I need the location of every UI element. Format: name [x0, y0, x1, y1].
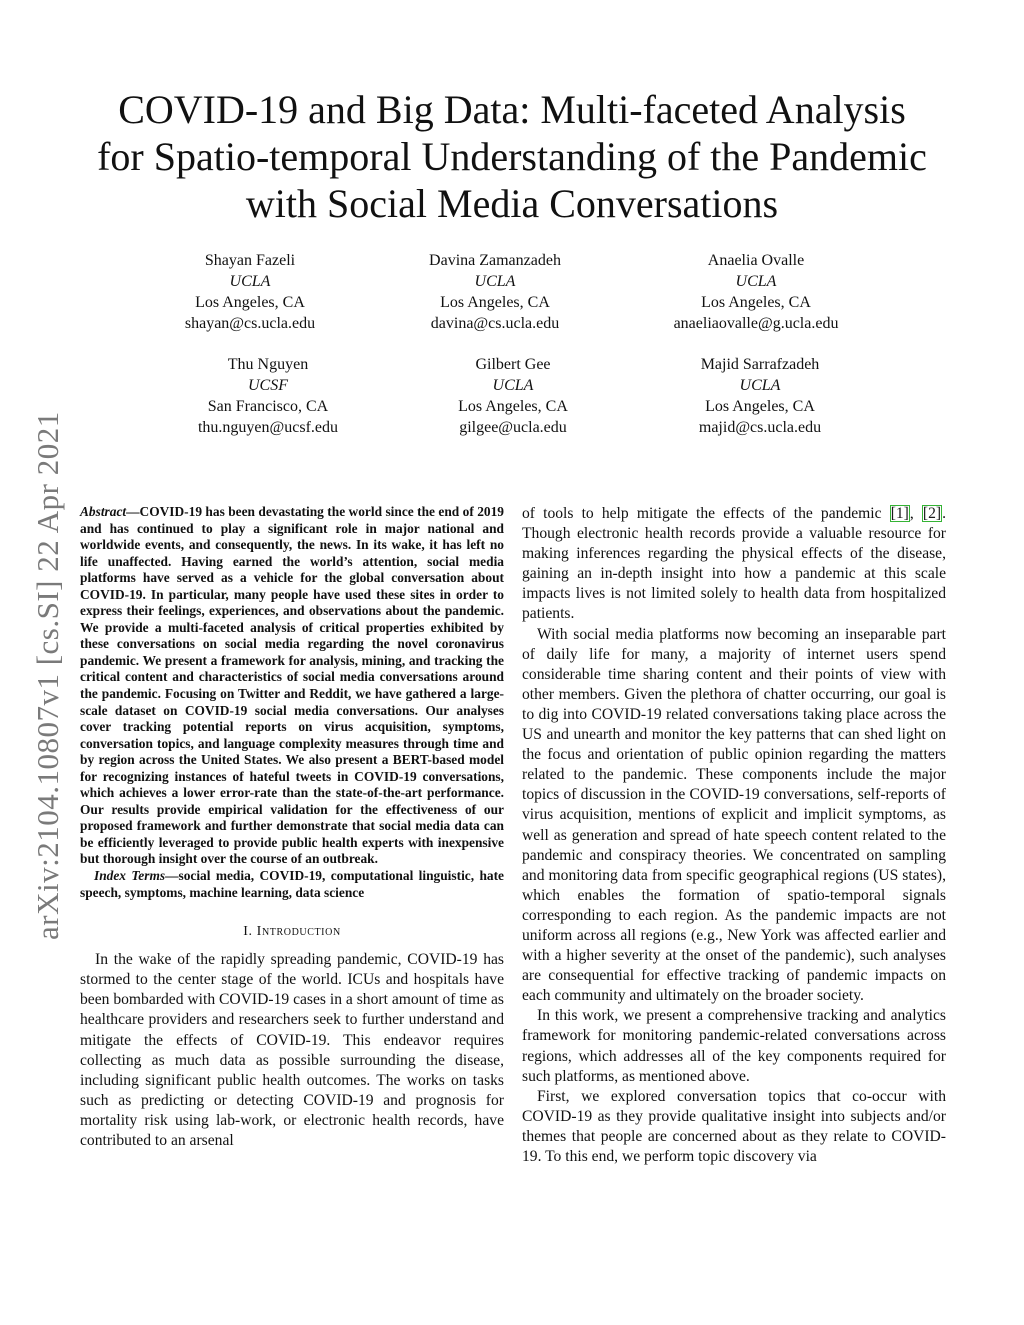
abstract-text: —COVID-19 has been devastating the world since the end of 2019 and has continued to play a significant role in major national and worldwide events, and consequently, the news. In its wake, it has left no life unaffected. Having earned the world’s attention, social media platforms have served as a vehicle for the global conversation about COVID-19. In particular, many people have used these sites in order to express their feelings, experiences, and observations about the pandemic. We provide a multi-faceted analysis of critical properties exhibited by these conversations on social media regarding the novel coronavirus pandemic. We present a framework for analysis, mining, and tracking the critical content and characteristics of social media conversations around the pandemic. Focusing on Twitter and Reddit, we have gathered a large-scale dataset on COVID-19 social media conversations. Our analyses cover tracking potential reports on virus acquisition, symptoms, conversation topics, and language complexity measures through time and by region across the United States. We also present a BERT-based model for recognizing instances of hateful tweets in COVID-19 conversations, which achieves a lower error-rate than the state-of-the-art performance. Our results provide empirical validation for the effectiveness of our proposed framework and further demonstrate that social media data can be efficiently leveraged to provide public health experts with inexpensive but thorough insight over the course of an outbreak.	[80, 504, 504, 867]
author-name: Anaelia Ovalle	[707, 252, 805, 269]
author-block	[383, 354, 643, 438]
paper-title	[60, 86, 964, 227]
index-terms	[80, 868, 504, 901]
author-block	[626, 250, 886, 334]
index-terms-text: —social media, COVID-19, computational linguistic, hate speech, symptoms, machine learning, data science	[80, 868, 504, 900]
intro-paragraph: In the wake of the rapidly spreading pandemic, COVID-19 has stormed to the center stage of the world. ICUs and hospitals have been bombarded with COVID-19 cases in a short amount of time as healthcare providers and researchers seek to further understand and mitigate the effects of COVID-19. This endeavor requires collecting as much data as possible surrounding the disease, including significant public health outcomes. The works on tasks such as predicting or detecting COVID-19 and prognosis for mortality risk using lab-work, or electronic health records, have contributed to an arsenal	[80, 951, 504, 1149]
title-line: with Social Media Conversations	[245, 181, 779, 226]
author-location: Los Angeles, CA	[458, 398, 568, 415]
author-email: majid@cs.ucla.edu	[698, 419, 822, 436]
intro-paragraph: First, we explored conversation topics that co-occur with COVID-19 as they provide qualitative insight into subjects and/or themes that people are concerned about as they relate to COVID-19. To this end, we perform topic discovery via	[522, 1087, 946, 1165]
author-affiliation: UCLA	[739, 377, 781, 394]
paragraph-text: of tools to help mitigate the effects of the pandemic	[522, 505, 890, 522]
arxiv-identifier: arXiv:2104.10807v1 [cs.SI] 22 Apr 2021	[30, 411, 65, 940]
author-email: davina@cs.ucla.edu	[430, 315, 560, 332]
right-column	[522, 504, 946, 1167]
author-name: Davina Zamanzadeh	[429, 252, 561, 269]
index-terms-label: Index Terms	[94, 868, 166, 884]
author-block	[138, 354, 398, 438]
author-name: Thu Nguyen	[227, 356, 309, 373]
author-location: Los Angeles, CA	[701, 294, 811, 311]
author-location: Los Angeles, CA	[195, 294, 305, 311]
author-location: San Francisco, CA	[207, 398, 329, 415]
author-block	[120, 250, 380, 334]
author-location: Los Angeles, CA	[440, 294, 550, 311]
author-email: anaeliaovalle@g.ucla.edu	[673, 315, 839, 332]
author-affiliation: UCSF	[248, 377, 288, 394]
left-column	[80, 504, 504, 1151]
author-affiliation: UCLA	[735, 273, 777, 290]
author-email: gilgee@ucla.edu	[459, 419, 567, 436]
author-affiliation: UCLA	[492, 377, 534, 394]
title-line: COVID-19 and Big Data: Multi-faceted Analysis	[118, 87, 906, 132]
intro-paragraph: In this work, we present a comprehensive tracking and analytics framework for monitoring pandemic-related conversations across regions, which addresses all of the key components required for such platforms, as mentioned above.	[522, 1007, 946, 1085]
abstract	[80, 504, 504, 868]
author-location: Los Angeles, CA	[705, 398, 815, 415]
citation-link[interactable]: [1]	[890, 505, 909, 522]
author-block	[365, 250, 625, 334]
citation-link[interactable]: [2]	[922, 505, 942, 522]
intro-paragraph-continued	[522, 504, 946, 625]
citation-separator: ,	[909, 505, 922, 522]
abstract-label: Abstract	[80, 504, 127, 519]
section-heading: I. Introduction	[243, 924, 341, 940]
author-name: Shayan Fazeli	[204, 252, 296, 269]
intro-paragraph: With social media platforms now becoming an inseparable part of daily life for many, a majority of internet users spend considerable time sharing content and their points of view with other members. Given the plethora of chatter occurring, our goal is to dig into COVID-19 related conversations taking place across the US and unearth and monitor the key patterns that can shed light on the focus and orientation of public opinion regarding the matters related to the pandemic. These components include the major topics of discussion in the COVID-19 conversations, self-reports of virus acquisition, mentions of explicit and implicit symptoms, as well as generation and spread of hate speech content related to the pandemic and conspiracy theories. We concentrated on sampling and monitoring data from specific geographical regions (US states), which enables the formation of spatio-temporal signals corresponding to each region. As the pandemic impacts are not uniform across all regions (e.g., New York was affected earlier and with a higher severity at the onset of the pandemic), such analyses are consequential for effective tracking of pandemic impacts on each community and ultimately on the broader society.	[522, 625, 946, 1005]
author-affiliation: UCLA	[474, 273, 516, 290]
author-affiliation: UCLA	[229, 273, 271, 290]
title-line: for Spatio-temporal Understanding of the Pandemic	[97, 134, 927, 179]
author-email: shayan@cs.ucla.edu	[184, 315, 316, 332]
paragraph-text: . Though electronic health records provide a valuable resource for making inferences regarding the physical effects of the disease, gaining an in-depth insight into how a pandemic at this scale impacts lives is not limited solely to health data from hospitalized patients.	[522, 505, 946, 623]
author-name: Majid Sarrafzadeh	[700, 356, 820, 373]
author-name: Gilbert Gee	[475, 356, 551, 373]
author-block	[630, 354, 890, 438]
author-email: thu.nguyen@ucsf.edu	[197, 419, 339, 436]
